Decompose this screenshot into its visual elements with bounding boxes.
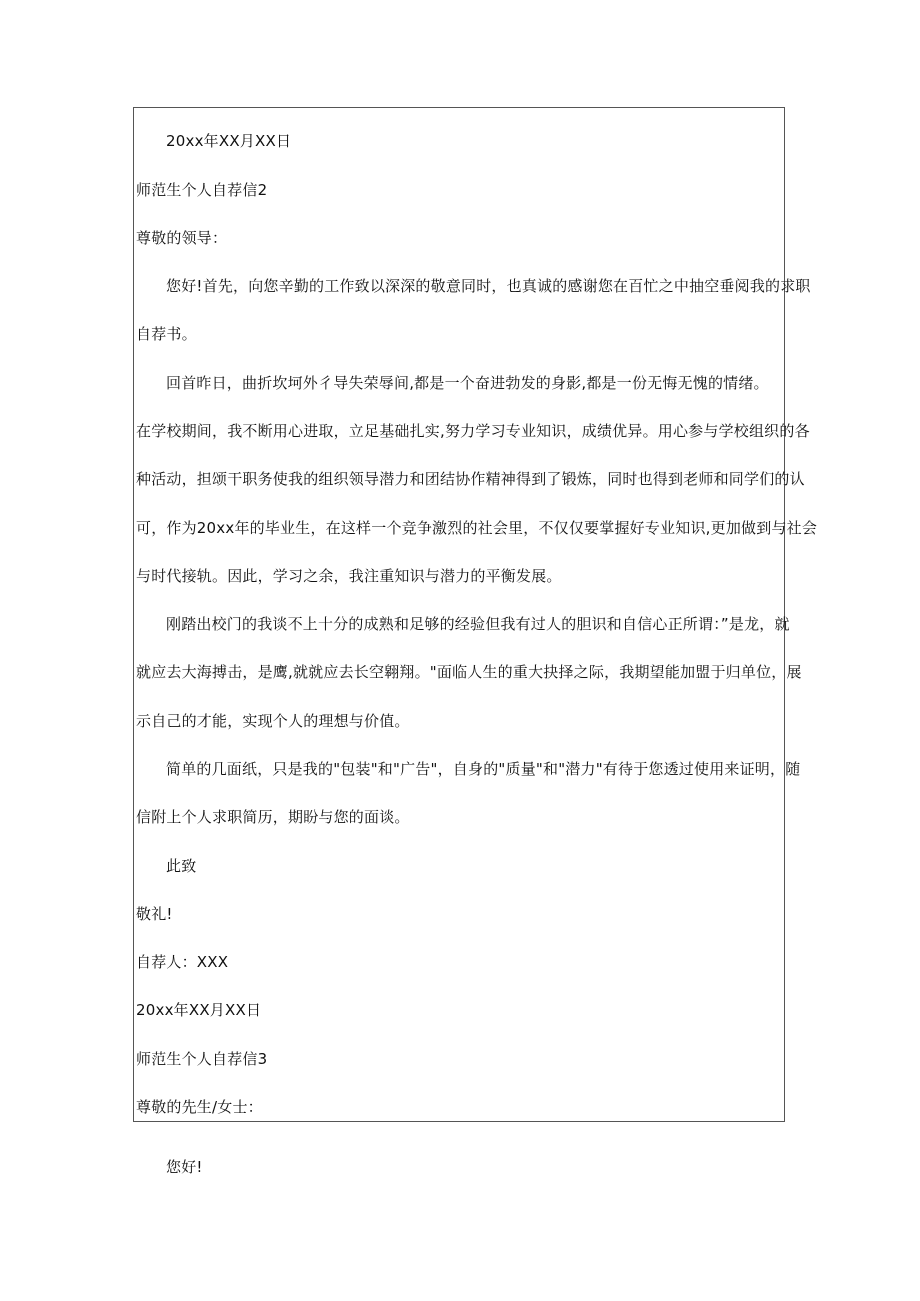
paragraph-line: 您好!首先，向您辛勤的工作致以深深的敬意同时，也真诚的感谢您在百忙之中抽空垂阅我的求职 [166,277,811,295]
paragraph-line: 信附上个人求职简历，期盼与您的面谈。 [136,808,410,826]
closing-line: 此致 [166,857,197,875]
letter-title-3: 师范生个人自荐信3 [136,1050,268,1068]
paragraph-line: 示自己的才能，实现个人的理想与价值。 [136,712,410,730]
paragraph-line: 与时代接轨。因此，学习之余，我注重知识与潜力的平衡发展。 [136,567,562,585]
paragraph-line: 在学校期间，我不断用心进取，立足基础扎实,努力学习专业知识，成绩优异。用心参与学校组织的各 [136,422,810,440]
paragraph-line: 可，作为20xx年的毕业生，在这样一个竞争激烈的社会里，不仅仅要掌握好专业知识,更加做到与社会 [136,519,818,537]
paragraph-line: 刚踏出校门的我谈不上十分的成熟和足够的经验但我有过人的胆识和自信心正所谓：”是龙，就 [166,615,790,633]
signature-line: 自荐人：XXX [136,953,229,971]
salutation-leader: 尊敬的领导： [136,229,228,247]
closing-regards: 敬礼! [136,905,173,923]
paragraph-line: 自荐书。 [136,325,197,343]
letter-title-2: 师范生个人自荐信2 [136,181,268,199]
paragraph-line: 回首昨日，曲折坎坷外彳导失荣辱间,都是一个奋进勃发的身影,都是一份无悔无愧的情绪。 [166,374,769,392]
date-line: 20xx年XX月XX日 [166,132,292,150]
greeting-line: 您好! [166,1158,203,1176]
paragraph-line: 简单的几面纸，只是我的"包装"和"广告"，自身的"质量"和"潜力"有待于您透过使用来证明，随 [166,760,801,778]
signature-date: 20xx年XX月XX日 [136,1001,262,1019]
paragraph-line: 种活动，担颂干职务使我的组织领导潜力和团结协作精神得到了锻炼，同时也得到老师和同学们的认 [136,470,805,488]
paragraph-line: 就应去大海搏击，是鹰,就就应去长空翱翔。"面临人生的重大抉择之际，我期望能加盟于归单位，展 [136,663,802,681]
salutation-sir-madam: 尊敬的先生/女士： [136,1098,263,1116]
